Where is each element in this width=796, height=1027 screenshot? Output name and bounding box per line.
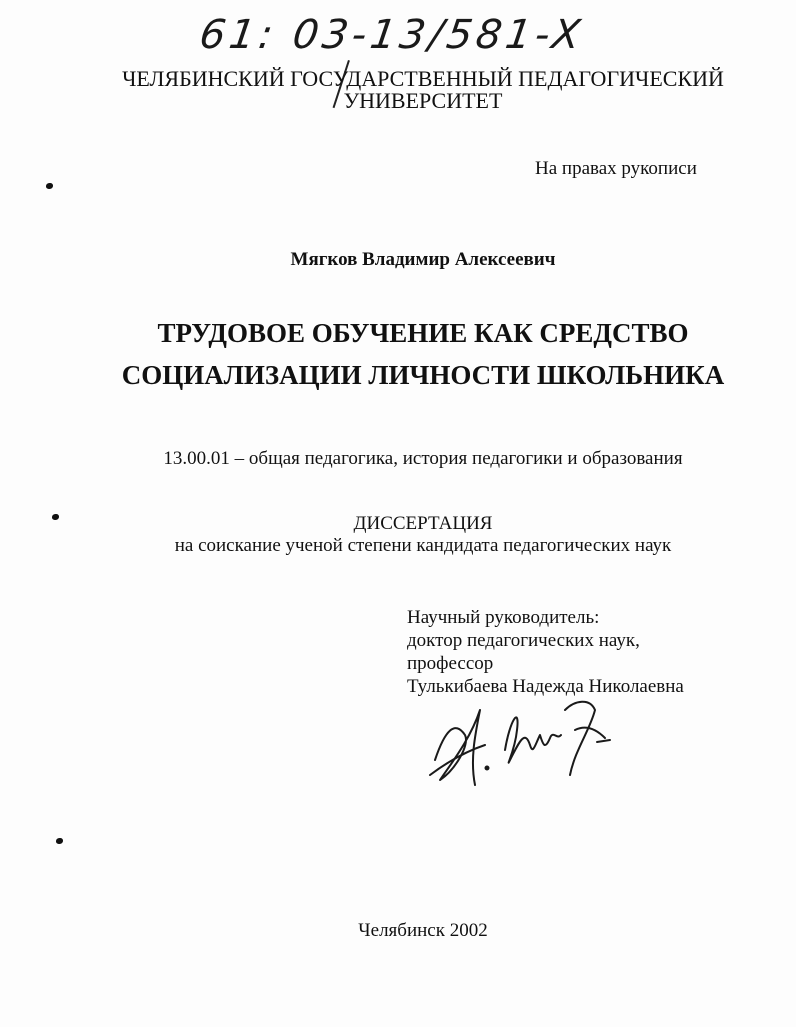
handwritten-catalog-code: 61: 03-13/581-X	[196, 12, 587, 58]
scan-speck	[56, 838, 63, 844]
supervisor-block	[407, 606, 684, 698]
university-name-line-1: ЧЕЛЯБИНСКИЙ ГОСУДАРСТВЕННЫЙ ПЕДАГОГИЧЕСКИЙ	[122, 66, 724, 91]
specialty-code: 13.00.01 – общая педагогика, история педагогики и образования	[163, 448, 683, 469]
handwritten-signature	[425, 690, 625, 800]
supervisor-rank: профессор	[407, 653, 494, 674]
author-name: Мягков Владимир Алексеевич	[290, 249, 556, 270]
scan-speck	[52, 514, 59, 520]
university-name	[0, 68, 796, 112]
dissertation-heading: ДИССЕРТАЦИЯ	[353, 513, 493, 534]
supervisor-name: Тулькибаева Надежда Николаевна	[407, 676, 684, 697]
city-year: Челябинск 2002	[358, 920, 488, 941]
scan-speck	[46, 183, 53, 189]
title-line-2: СОЦИАЛИЗАЦИИ ЛИЧНОСТИ ШКОЛЬНИКА	[121, 360, 725, 390]
manuscript-note: На правах рукописи	[535, 158, 697, 179]
supervisor-degree: доктор педагогических наук,	[407, 630, 640, 651]
dissertation-title	[0, 312, 796, 396]
dissertation-subheading: на соискание ученой степени кандидата педагогических наук	[174, 535, 672, 556]
title-line-1: ТРУДОВОЕ ОБУЧЕНИЕ КАК СРЕДСТВО	[157, 318, 689, 348]
university-name-line-2: УНИВЕРСИТЕТ	[343, 88, 503, 113]
dissertation-type	[0, 513, 796, 557]
supervisor-label: Научный руководитель:	[407, 607, 600, 628]
